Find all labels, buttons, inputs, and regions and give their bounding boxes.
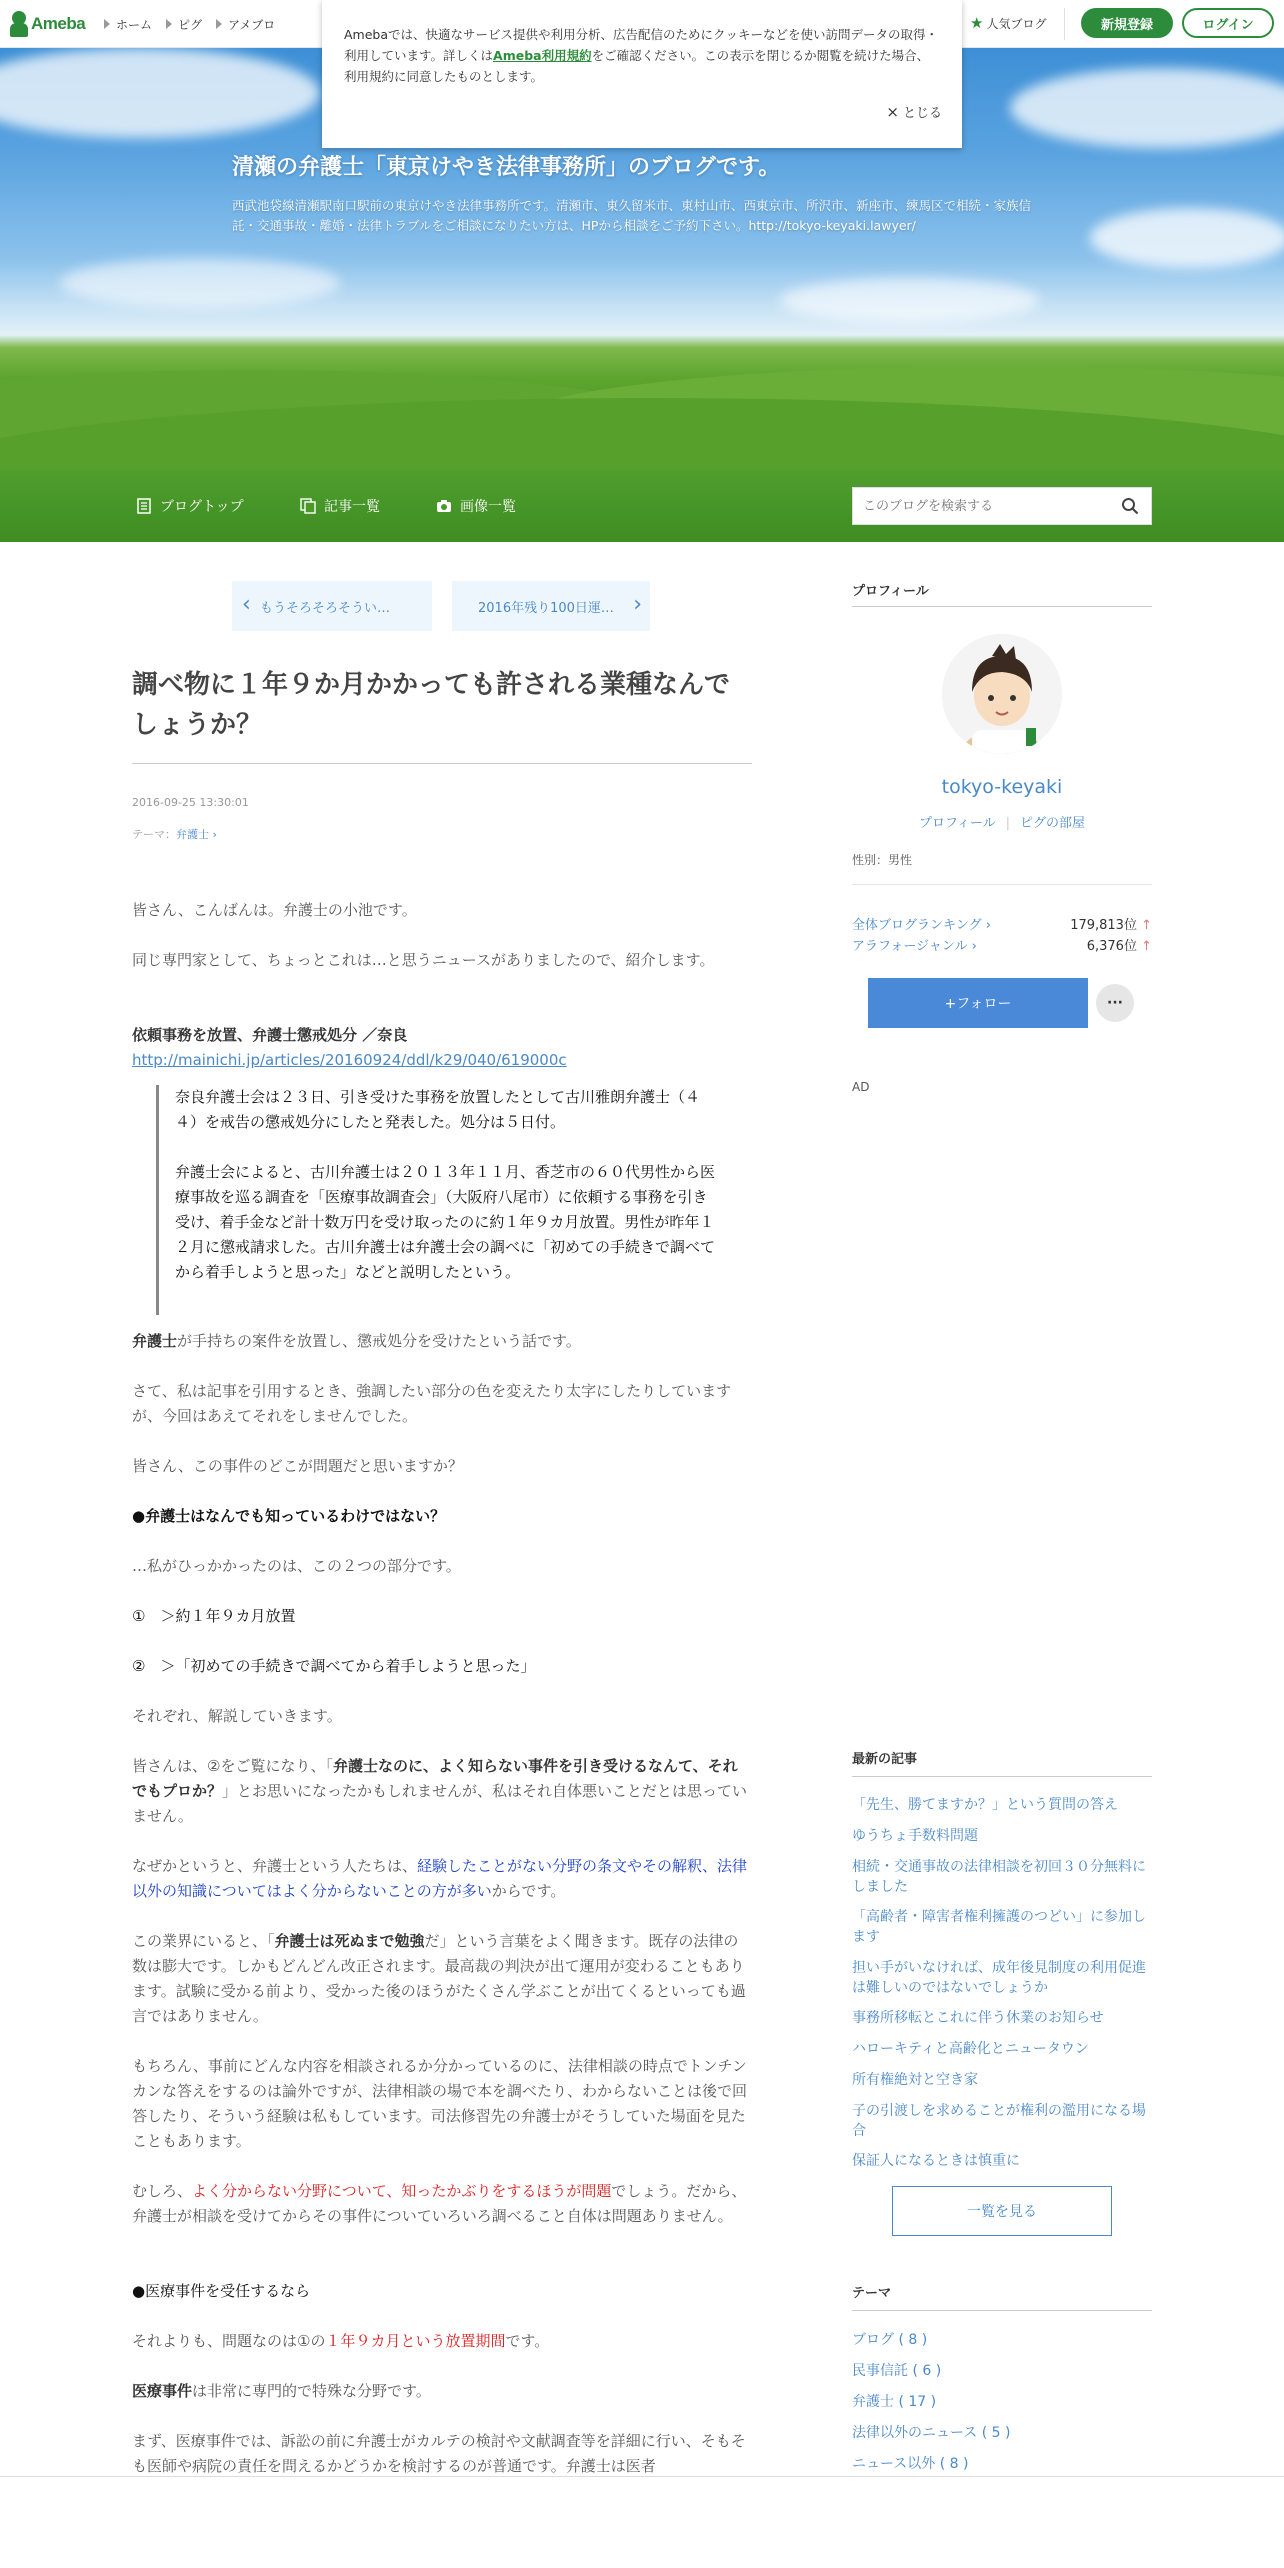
text: は非常に専門的で特殊な分野です。 [192,2382,431,2400]
register-button[interactable]: 新規登録 [1081,8,1173,38]
ranking-genre-link[interactable]: アラフォージャンル › [852,939,977,954]
recent-heading: 最新の記事 [852,1752,918,1767]
article-theme [132,826,217,842]
section-heading-text: ●医療事件を受任するなら [132,2282,311,2300]
news-heading-text: 依頼事務を放置、弁護士懲戒処分 ／奈良 [132,1026,408,1044]
blog-top-label: ブログトップ [160,499,244,515]
popular-label: 人気ブログ [986,16,1047,31]
cookie-text-before: Amebaでは、快適なサービス提供や利用分析、広告配信のためにクッキーなどを使い訪問データの取得・利用しています。詳しくは [344,27,939,63]
popular-blogs-link[interactable] [970,14,1046,32]
red-emphasis: １年９カ月という放置期間 [325,2332,506,2350]
quote-paragraph: 奈良弁護士会は２３日、引き受けた事務を放置したとして古川雅朗弁護士（４４）を戒告の懲戒処分にしたと発表した。処分は５日付。 [175,1088,701,1131]
recent-article-link[interactable]: 事務所移転とこれに伴う休業のお知らせ [852,2010,1104,2026]
text: それよりも、問題なのは①の [132,2332,326,2350]
ranking-label: アラフォージャンル [852,939,968,954]
profile-name[interactable]: tokyo-keyaki [941,776,1063,798]
login-button[interactable]: ログイン [1182,8,1274,38]
theme-link[interactable]: 弁護士 ( 17 ) [852,2394,937,2410]
text: 皆さんは、②をご覧になり、「 [132,1757,333,1775]
bold-text: 弁護士 [132,1332,178,1350]
profile-links: プロフィール | ピグの部屋 [918,816,1086,831]
news-heading [132,1023,752,1048]
ranking-genre [852,935,1152,954]
article-paragraph: それぞれ、解説していきます。 [132,1707,342,1725]
theme-link[interactable]: ブログ ( 8 ) [852,2332,928,2348]
ad-label: AD [852,1080,870,1094]
nav-ameblo[interactable]: アメブロ [216,16,289,33]
article-title: 調べ物に１年９か月かかっても許される業種なんでしょうか？ [132,670,731,740]
blog-title[interactable]: 清瀬の弁護士「東京けやき法律事務所」のブログです。 [232,155,781,180]
text: です。 [505,2332,550,2350]
article-paragraph [132,1329,752,1354]
profile-avatar[interactable] [942,634,1062,754]
star-icon: ★ [970,14,984,32]
text: なぜかというと、弁護士という人たちは、 [132,1857,418,1875]
nav-home[interactable]: ホーム [104,16,166,33]
text: この業界にいると、「 [132,1932,275,1950]
avatar-icon [942,634,1062,754]
blog-description: 西武池袋線清瀬駅南口駅前の東京けやき法律事務所です。清瀬市、東久留米市、東村山市、西東京市、所沢市、新座市、練馬区で相続・家族信託・交通事故・離婚・法律トラブルをご相談になりたい方は、HPから相談をご予約下さい。http://tokyo-keyaki.lawyer/ [232,198,1032,233]
title-divider [132,763,752,764]
theme-link-text: 弁護士 [176,828,209,841]
search-icon[interactable] [1121,497,1139,515]
news-quote [156,1085,716,1315]
ranking-value [1070,914,1152,933]
article-paragraph: 同じ専門家として、ちょっとこれは…と思うニュースがありましたので、紹介します。 [132,951,715,969]
article-paragraph: …私がひっかかったのは、この２つの部分です。 [132,1557,461,1575]
article-paragraph [132,1929,752,2029]
ranking-number: 6,376位 [1086,939,1137,954]
theme-heading: テーマ [852,2286,892,2301]
article-paragraph [132,1854,752,1904]
cookie-notice [322,0,962,148]
article-paragraph [132,2329,752,2354]
recent-article-link[interactable]: 保証人になるときは慎重に [852,2153,1020,2169]
profile-divider-2 [852,884,1152,885]
ranking-overall [852,914,1152,933]
blog-top-link[interactable] [136,496,244,516]
chevron-left-icon: ‹ [242,592,251,617]
prev-article-link[interactable] [232,581,432,631]
arrow-up-icon: ↑ [1141,939,1152,954]
article-paragraph [132,2179,752,2229]
ameba-mascot-icon [10,11,28,37]
recent-article-link[interactable]: 相続・交通事故の法律相談を初回３０分無料にしました [852,1859,1146,1895]
next-article-link[interactable] [452,581,650,631]
ranking-value [1087,935,1152,954]
bold-text: 医療事件 [132,2382,193,2400]
entries-link[interactable] [300,496,380,516]
next-article-title: 2016年残り100日運… [478,600,614,616]
follow-button[interactable]: +フォロー [868,978,1088,1028]
logo-text: Ameba [31,14,86,33]
article-paragraph: 皆さん、この事件のどこが問題だと思いますか？ [132,1457,463,1475]
recent-article-link[interactable]: ゆうちょ手数料問題 [852,1828,978,1844]
bold-text: 弁護士なのに、よく知らない事件を引き受けるなんて、それでもプロか？ [132,1757,738,1800]
section-heading [132,1504,752,1529]
article-paragraph: さて、私は記事を引用するとき、強調したい部分の色を変えたり太字にしたりしていますが、今回はあえてそれをしませんでした。 [132,1382,732,1425]
blog-search [852,487,1152,525]
theme-link[interactable]: 民事信託 ( 6 ) [852,2363,942,2379]
theme-link[interactable]: 法律以外のニュース ( 5 ) [852,2425,1011,2441]
text: 」とお思いになったかもしれませんが、私はそれ自体悪いことだとは思っていません。 [132,1782,748,1825]
cookie-close-button[interactable] [886,102,942,121]
recent-divider [852,1776,1152,1777]
arrow-up-icon: ↑ [1141,918,1152,933]
close-label: とじる [902,106,942,121]
images-label: 画像一覧 [460,499,516,515]
red-emphasis: よく分からない分野について、知ったかぶりをするほうが問題 [192,2182,612,2200]
section-heading-text: ●弁護士はなんでも知っているわけではない？ [132,1507,446,1525]
news-link[interactable]: http://mainichi.jp/articles/20160924/ddl/k29/040/619000c [132,1051,567,1069]
point-item: ① ＞約１年９カ月放置 [132,1607,296,1625]
text: でしょう。だから、弁護士が相談を受けてからその事件についていろいろ調べること自体は問題ありません。 [132,2182,747,2225]
header-divider [1064,8,1065,40]
more-button[interactable]: ··· [1096,984,1134,1022]
profile-divider [852,606,1152,607]
entries-label: 記事一覧 [324,499,380,515]
cookie-text [344,24,940,87]
recent-article-link[interactable]: 所有権絶対と空き家 [852,2072,978,2088]
ranking-overall-link[interactable]: 全体ブログランキング › [852,918,991,933]
theme-link[interactable]: 弁護士 › [176,828,217,841]
text: からです。 [491,1882,566,1900]
pigg-room-link[interactable]: ピグの部屋 [1020,816,1086,831]
theme-label: テーマ： [132,828,176,841]
cookie-text-after: をご確認ください。この表示を閉じるか閲覧を続けた場合、利用規約に同意したものとします。 [344,48,930,84]
nav-pigg[interactable]: ピグ [166,16,216,33]
article-date: 2016-09-25 13:30:01 [132,796,249,809]
recent-article-link[interactable]: 子の引渡しを求めることが権利の濫用になる場合 [852,2103,1146,2139]
document-icon [136,498,152,514]
article-paragraph: まず、医療事件では、訴訟の前に弁護士がカルテの検討や文献調査等を詳細に行い、そもそも医師や病院の責任を問えるかどうかを検討するのが普通です。弁護士は医者 [132,2432,746,2475]
terms-link[interactable]: Ameba利用規約 [493,48,592,63]
text: が手持ちの案件を放置し、懲戒処分を受けたという話です。 [177,1332,581,1350]
theme-divider [852,2310,1152,2311]
news-link-line [132,1048,752,1073]
chevron-right-icon: › [633,592,642,617]
text: むしろ、 [132,2182,193,2200]
recent-article-link[interactable]: 「先生、勝てますか？」という質問の答え [852,1797,1118,1813]
profile-sex: 性別：男性 [852,853,913,867]
close-icon: × [886,102,899,121]
section-heading [132,2279,752,2304]
ranking-number: 179,813位 [1070,918,1137,933]
see-all-button[interactable]: 一覧を見る [892,2186,1112,2236]
recent-article-link[interactable]: 担い手がいなければ、成年後見制度の利用促進は難しいのではないでしょうか [852,1960,1146,1996]
bold-text: 弁護士は死ぬまで勉強 [274,1932,425,1950]
article-paragraph: 皆さん、こんばんは。弁護士の小池です。 [132,901,417,919]
quote-paragraph: 弁護士会によると、古川弁護士は２０１３年１１月、香芝市の６０代男性から医療事故を巡る調査を「医療事故調査会」（大阪府八尾市）に依頼する事務を引き受け、着手金など計十数万円を受け取ったのに約１年９カ月放置。男性が昨年１２月に懲戒請求した。古川弁護士は弁護士会の調べに「初めての手続きで調べてから着手しようと思った」などと説明したという。 [175,1163,716,1281]
copy-icon [300,498,316,514]
ameba-logo[interactable] [10,10,85,38]
global-nav [104,0,289,48]
article-paragraph [132,2379,752,2404]
profile-heading: プロフィール [852,584,929,599]
blue-emphasis: 経験したことがない分野の条文やその解釈、法律以外の知識についてはよく分からないことの方が多い [132,1857,748,1900]
ranking-label: 全体ブログランキング [852,918,982,933]
recent-article-link[interactable]: ハローキティと高齢化とニュータウン [852,2041,1089,2057]
blog-nav [0,470,1284,542]
recent-article-link[interactable]: 「高齢者・障害者権利擁護のつどい」に参加します [852,1909,1146,1945]
images-link[interactable] [436,496,516,516]
article-paragraph [132,1754,752,1829]
bottom-divider [0,2476,1284,2477]
profile-link[interactable]: プロフィール [918,816,996,831]
blog-search-input[interactable] [853,488,1113,524]
text: だ」という言葉をよく聞きます。既存の法律の数は膨大です。しかもどんどん改正されます。最高裁の判決が出て運用が変わることもあります。試験に受かる前より、受かった後のほうがたくさん学ぶことが出てくるといっても過言ではありません。 [132,1932,746,2025]
prev-article-title: もうそろそろそうい… [260,600,391,616]
theme-link[interactable]: ニュース以外 ( 8 ) [852,2456,969,2472]
point-item: ② ＞「初めての手続きで調べてから着手しようと思った」 [132,1657,536,1675]
article-paragraph: もちろん、事前にどんな内容を相談されるか分かっているのに、法律相談の時点でトンチンカンな答えをするのは論外ですが、法律相談の場で本を調べたり、わからないことは後で回答したり、そういう経験は私もしています。司法修習先の弁護士がそうしていた場面を見たこともあります。 [132,2057,748,2150]
camera-icon [436,498,452,514]
